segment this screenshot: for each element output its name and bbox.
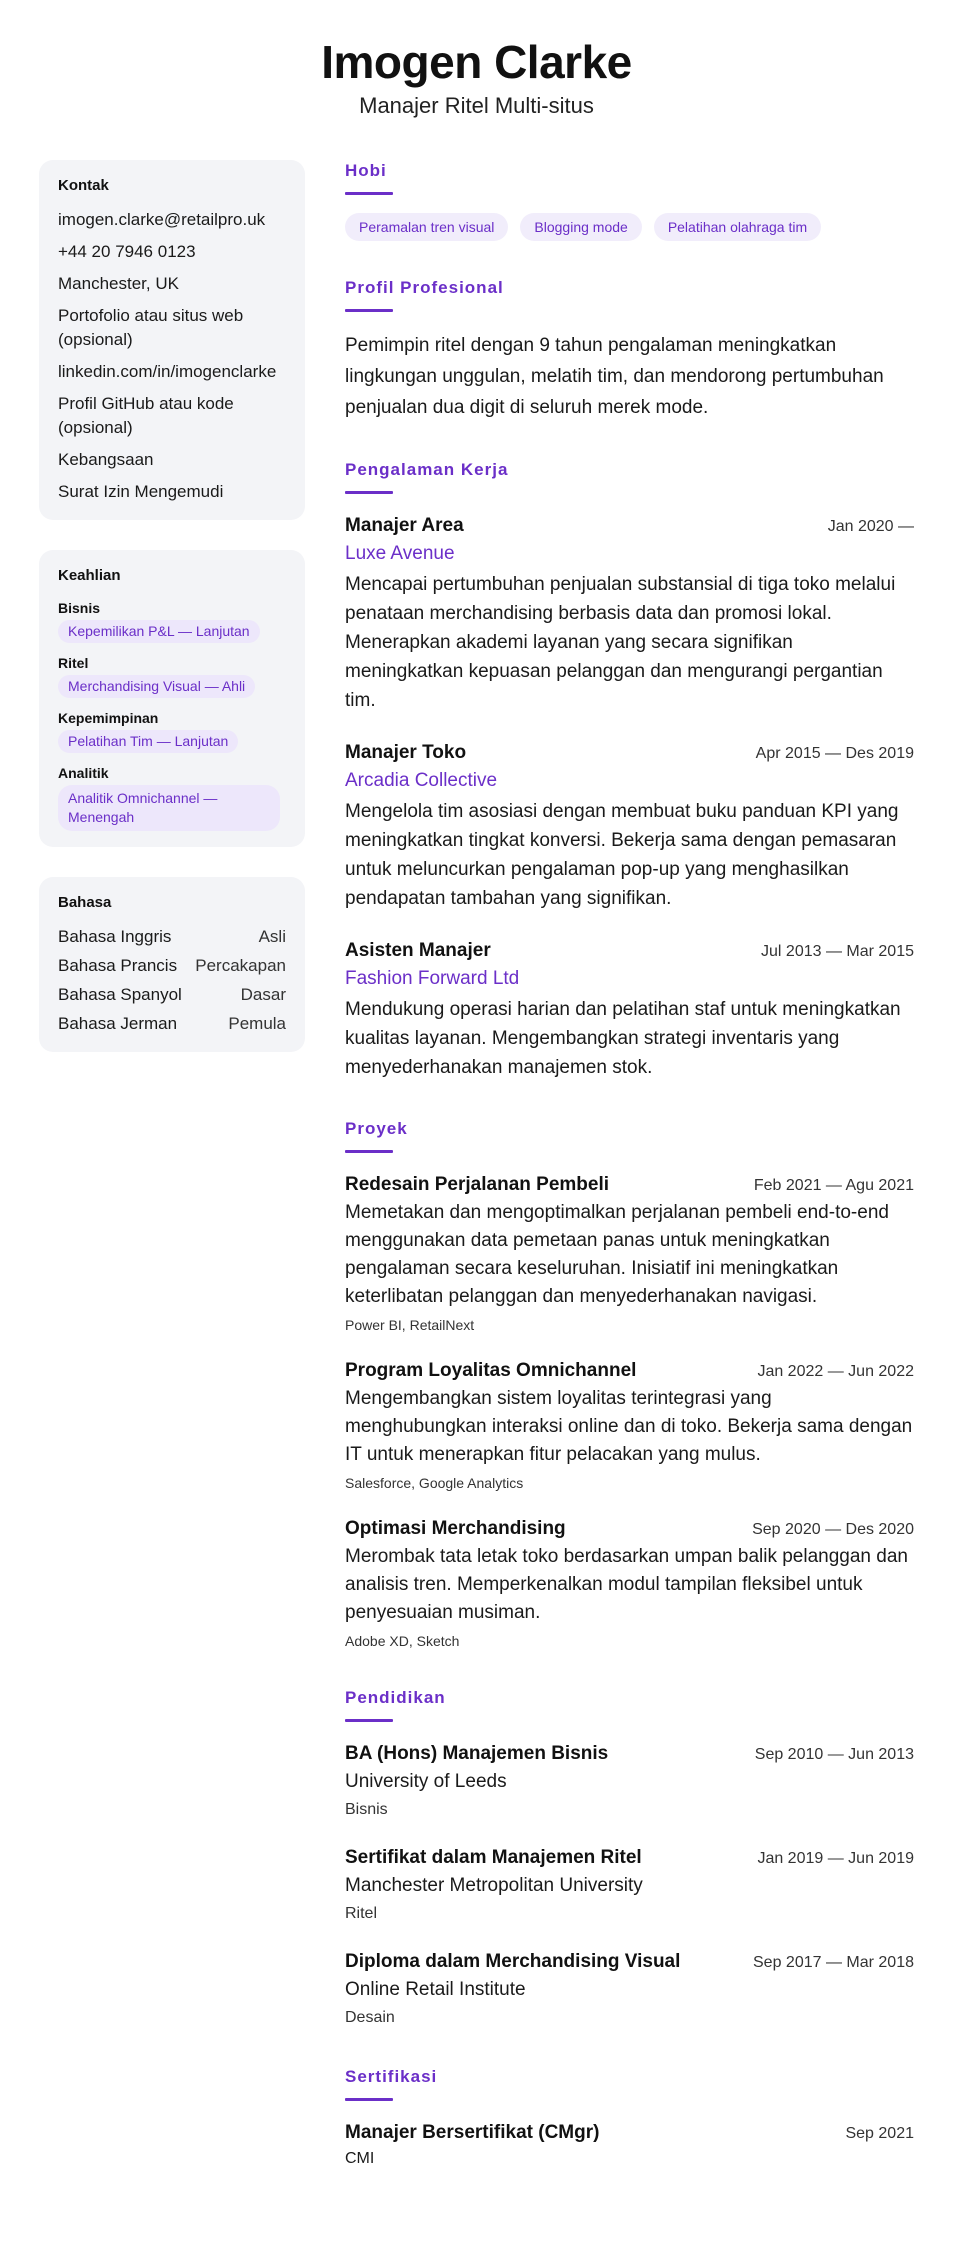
skill-tag: Analitik Omnichannel — Menengah xyxy=(58,785,280,831)
contact-driving-license: Surat Izin Mengemudi xyxy=(58,482,224,501)
section-divider xyxy=(345,192,393,195)
skill-tag: Pelatihan Tim — Lanjutan xyxy=(58,730,238,753)
language-name: Bahasa Prancis xyxy=(58,956,178,975)
resume-layout xyxy=(0,160,953,2207)
education-entry xyxy=(345,1740,914,1822)
project-description: Mengembangkan sistem loyalitas terintegrasi yang menghubungkan interaksi online dan di toko. Bekerja sama dengan IT untuk menerapkan fitur pelacakan yang mulus. xyxy=(345,1388,913,1465)
section-title: Hobi xyxy=(345,161,387,180)
language-name: Bahasa Spanyol xyxy=(58,985,182,1004)
contact-email[interactable]: imogen.clarke@retailpro.uk xyxy=(58,210,266,229)
hobby-tag: Peramalan tren visual xyxy=(345,213,508,241)
section-title: Sertifikasi xyxy=(345,2067,438,2086)
degree-title: Diploma dalam Merchandising Visual xyxy=(345,1951,681,1972)
job-description: Mengelola tim asosiasi dengan membuat buku panduan KPI yang meningkatkan tingkat konversi. Bekerja sama dengan pemasaran untuk meluncurkan pengalaman pop-up yang menghasilkan pendapatan tambahan yang signifikan. xyxy=(345,801,899,909)
project-entry xyxy=(345,1171,914,1335)
certification-issuer: CMI xyxy=(345,2150,375,2167)
project-entry xyxy=(345,1515,914,1651)
language-name: Bahasa Jerman xyxy=(58,1014,178,1033)
section-title: Pendidikan xyxy=(345,1688,446,1707)
language-level: Percakapan xyxy=(195,956,286,975)
contact-phone[interactable]: +44 20 7946 0123 xyxy=(58,242,196,261)
education-date: Sep 2017 — Mar 2018 xyxy=(753,1954,914,1971)
project-tech: Power BI, RetailNext xyxy=(345,1317,475,1333)
contact-location: Manchester, UK xyxy=(58,274,179,293)
degree-title: BA (Hons) Manajemen Bisnis xyxy=(345,1743,609,1764)
section-divider xyxy=(345,309,393,312)
degree-title: Sertifikat dalam Manajemen Ritel xyxy=(345,1847,642,1868)
skill-category: Ritel xyxy=(58,655,89,671)
experience-entry xyxy=(345,512,914,715)
hobby-tag: Pelatihan olahraga tim xyxy=(654,213,821,241)
hobbies-section xyxy=(345,160,914,241)
section-title: Profil Profesional xyxy=(345,278,504,297)
project-description: Memetakan dan mengoptimalkan perjalanan pembeli end-to-end menggunakan data pemetaan panas untuk meningkatkan pengalaman secara keseluruhan. Inisiatif ini meningkatkan keterlibatan pelanggan dan menyederhanakan navigasi. xyxy=(345,1202,889,1307)
main-column xyxy=(345,160,914,2207)
skills-title: Keahlian xyxy=(58,567,121,584)
languages-card xyxy=(39,877,305,1052)
contact-linkedin[interactable]: linkedin.com/in/imogenclarke xyxy=(58,362,277,381)
skills-card xyxy=(39,550,305,847)
study-field: Bisnis xyxy=(345,1801,388,1818)
company-name: Arcadia Collective xyxy=(345,770,498,791)
project-title: Redesain Perjalanan Pembeli xyxy=(345,1174,610,1195)
language-row xyxy=(58,983,286,1007)
project-date: Jan 2022 — Jun 2022 xyxy=(757,1363,914,1380)
education-section xyxy=(345,1687,914,2030)
section-divider xyxy=(345,1150,393,1153)
job-date: Apr 2015 — Des 2019 xyxy=(755,745,914,762)
language-level: Dasar xyxy=(240,985,286,1004)
education-entry xyxy=(345,1844,914,1926)
experience-entry xyxy=(345,937,914,1082)
contact-portfolio: Portofolio atau situs web (opsional) xyxy=(58,306,244,349)
projects-section xyxy=(345,1118,914,1651)
skill-category: Analitik xyxy=(58,765,109,781)
project-tech: Adobe XD, Sketch xyxy=(345,1633,460,1649)
job-date: Jul 2013 — Mar 2015 xyxy=(761,943,914,960)
education-date: Jan 2019 — Jun 2019 xyxy=(757,1850,914,1867)
experience-entry xyxy=(345,739,914,913)
company-name: Luxe Avenue xyxy=(345,543,455,564)
skill-category: Kepemimpinan xyxy=(58,710,159,726)
project-tech: Salesforce, Google Analytics xyxy=(345,1475,524,1491)
section-divider xyxy=(345,2098,393,2101)
project-description: Merombak tata letak toko berdasarkan umpan balik pelanggan dan analisis tren. Memperkenalkan modul tampilan fleksibel untuk penyesuaian musiman. xyxy=(345,1546,908,1623)
skill-tag: Kepemilikan P&L — Lanjutan xyxy=(58,620,260,643)
skill-tag: Merchandising Visual — Ahli xyxy=(58,675,255,698)
profile-summary: Pemimpin ritel dengan 9 tahun pengalaman meningkatkan lingkungan unggulan, melatih tim, dan mendorong pertumbuhan penjualan dua digit di seluruh merek mode. xyxy=(345,335,884,418)
language-level: Pemula xyxy=(228,1014,286,1033)
languages-title: Bahasa xyxy=(58,894,112,911)
job-description: Mencapai pertumbuhan penjualan substansial di tiga toko melalui penataan merchandising berbasis data dan promosi lokal. Menerapkan akademi layanan yang secara signifikan meningkatkan kepuasan pelanggan dan mengurangi pergantian tim. xyxy=(345,574,896,711)
certification-date: Sep 2021 xyxy=(845,2125,914,2142)
section-divider xyxy=(345,491,393,494)
resume-header xyxy=(0,34,953,120)
job-description: Mendukung operasi harian dan pelatihan staf untuk meningkatkan kualitas layanan. Mengembangkan strategi inventaris yang menyederhanakan manajemen stok. xyxy=(345,999,901,1078)
section-title: Proyek xyxy=(345,1119,408,1138)
certification-entry xyxy=(345,2119,914,2171)
candidate-role: Manajer Ritel Multi-situs xyxy=(359,93,594,118)
contact-github: Profil GitHub atau kode (opsional) xyxy=(58,394,234,437)
institution-name: University of Leeds xyxy=(345,1771,507,1792)
language-level: Asli xyxy=(258,927,286,946)
language-name: Bahasa Inggris xyxy=(58,927,172,946)
experience-section xyxy=(345,459,914,1082)
education-date: Sep 2010 — Jun 2013 xyxy=(754,1746,914,1763)
certification-title: Manajer Bersertifikat (CMgr) xyxy=(345,2122,600,2143)
contact-title: Kontak xyxy=(58,177,109,194)
project-date: Feb 2021 — Agu 2021 xyxy=(753,1177,914,1194)
candidate-name: Imogen Clarke xyxy=(321,36,632,88)
profile-section xyxy=(345,277,914,423)
project-title: Program Loyalitas Omnichannel xyxy=(345,1360,637,1381)
institution-name: Manchester Metropolitan University xyxy=(345,1875,643,1896)
job-title: Manajer Toko xyxy=(345,742,467,763)
language-row xyxy=(58,954,286,978)
job-title: Asisten Manajer xyxy=(345,940,491,961)
skill-category: Bisnis xyxy=(58,600,101,616)
institution-name: Online Retail Institute xyxy=(345,1979,526,2000)
language-row xyxy=(58,925,286,949)
section-divider xyxy=(345,1719,393,1722)
education-entry xyxy=(345,1948,914,2030)
language-row xyxy=(58,1012,286,1036)
section-title: Pengalaman Kerja xyxy=(345,460,509,479)
certifications-section xyxy=(345,2066,914,2171)
project-entry xyxy=(345,1357,914,1493)
project-date: Sep 2020 — Des 2020 xyxy=(752,1521,914,1538)
hobby-tag: Blogging mode xyxy=(520,213,641,241)
study-field: Desain xyxy=(345,2009,395,2026)
project-title: Optimasi Merchandising xyxy=(345,1518,566,1539)
contact-card xyxy=(39,160,305,520)
contact-nationality: Kebangsaan xyxy=(58,450,154,469)
company-name: Fashion Forward Ltd xyxy=(345,968,520,989)
study-field: Ritel xyxy=(345,1905,378,1922)
job-date: Jan 2020 — xyxy=(827,518,914,535)
sidebar xyxy=(39,160,305,2207)
job-title: Manajer Area xyxy=(345,515,464,536)
